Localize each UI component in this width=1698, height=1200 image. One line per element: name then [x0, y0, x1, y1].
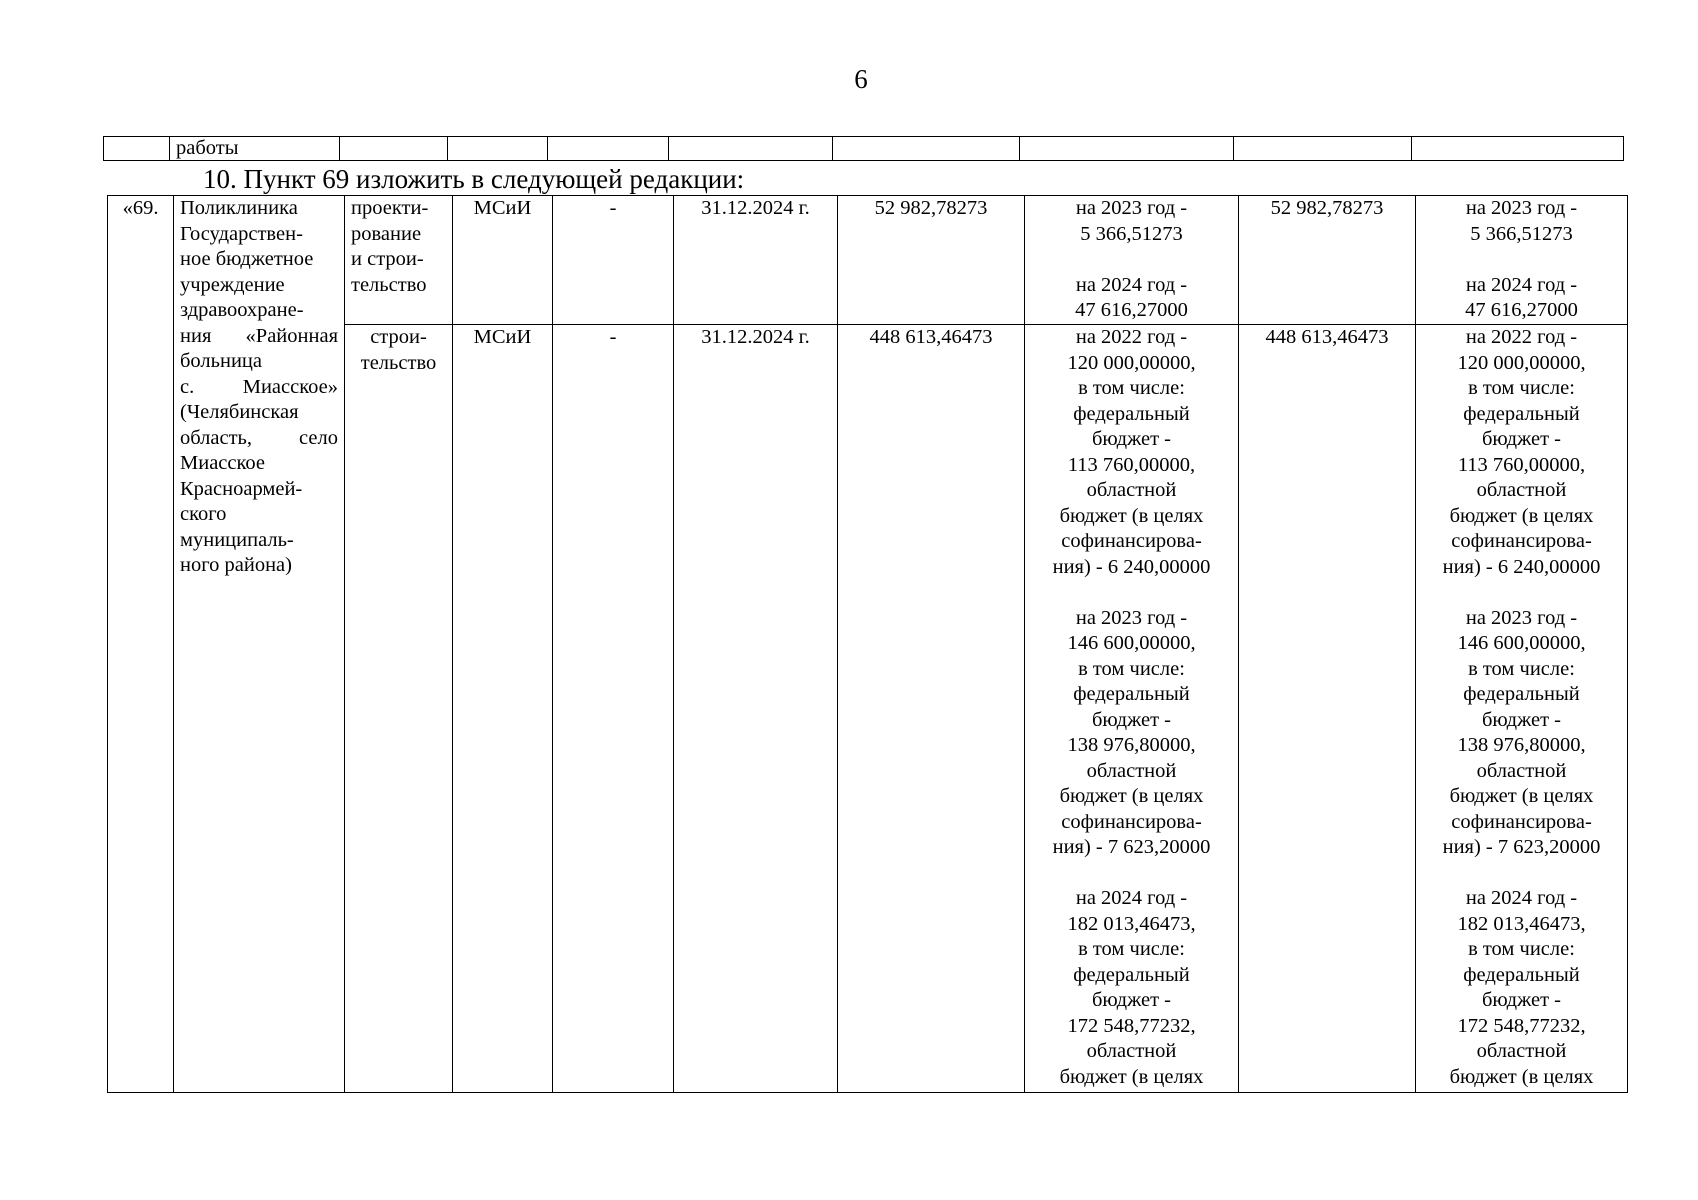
- object-name-line: здравоохране-: [180, 299, 304, 321]
- funding-schedule: на 2023 год - 5 366,51273 на 2024 год - 47 616,27000: [1025, 196, 1239, 325]
- object-name-line: ного района): [180, 554, 292, 576]
- item-number: «69.: [108, 196, 174, 1093]
- work-type: строи- тельство: [345, 325, 453, 1093]
- funding-schedule-2: на 2022 год - 120 000,00000, в том числе: федеральный бюджет - 113 760,00000, областной бюджет (в целях софинансирова- ния) - 6 240,00000 на 2023 год - 146 600,00000, в том числе: федеральный бюджет - 138 976,80000, областной бюджет (в целях софинансирова- ния) - 7 623,20000 на 2024 год - 182 013,46473, в том числе: федеральный бюджет - 172 548,77232, областной бюджет (в целях: [1416, 325, 1628, 1093]
- table-row: [108, 196, 1628, 325]
- object-name-line: больница: [180, 350, 262, 372]
- prev-cell-5: [548, 137, 669, 161]
- object-name-line: Поликлиника: [180, 197, 298, 219]
- page-number: 6: [854, 64, 868, 94]
- prev-cell-2: работы: [170, 137, 340, 161]
- estimated-cost: 52 982,78273: [838, 196, 1025, 325]
- object-name-line: Красноармей-: [180, 477, 303, 500]
- funding-schedule: на 2022 год - 120 000,00000, в том числе: федеральный бюджет - 113 760,00000, областной бюджет (в целях софинансирова- ния) - 6 240,00000 на 2023 год - 146 600,00000, в том числе: федеральный бюджет - 138 976,80000, областной бюджет (в целях софинансирова- ния) - 7 623,20000 на 2024 год - 182 013,46473, в том числе: федеральный бюджет - 172 548,77232, областной бюджет (в целях: [1025, 325, 1239, 1093]
- work-type: проекти- рование и строи- тельство: [345, 196, 453, 325]
- object-name-line: учреждение: [180, 273, 285, 296]
- object-name-line: муниципаль-: [180, 528, 294, 551]
- customer: МСиИ: [453, 325, 553, 1093]
- prev-cell-7: [833, 137, 1020, 161]
- deadline: 31.12.2024 г.: [674, 325, 838, 1093]
- funding-schedule-2: на 2023 год - 5 366,51273 на 2024 год - 47 616,27000: [1416, 196, 1628, 325]
- object-name-line: с. Миасское»: [180, 375, 338, 398]
- section-heading: 10. Пункт 69 изложить в следующей редакции:: [203, 164, 745, 194]
- prev-cell-3: [340, 137, 448, 161]
- prev-cell-6: [669, 137, 833, 161]
- prev-cell-8: [1020, 137, 1234, 161]
- column-5-value: -: [553, 196, 674, 325]
- estimated-cost-2: 448 613,46473: [1239, 325, 1416, 1093]
- customer: МСиИ: [453, 196, 553, 325]
- prev-cell-4: [448, 137, 548, 161]
- object-name-line: (Челябинская: [180, 401, 299, 423]
- object-name-line: ского: [180, 503, 227, 525]
- object-name-line: ное бюджетное: [180, 248, 314, 270]
- object-name-line: Государствен-: [180, 222, 303, 245]
- object-name-cell: [174, 196, 345, 1093]
- prev-cell-9: [1234, 137, 1412, 161]
- prev-cell-10: [1412, 137, 1624, 161]
- deadline: 31.12.2024 г.: [674, 196, 838, 325]
- previous-table-row: [103, 136, 1624, 161]
- object-name-line: Миасское: [180, 452, 266, 474]
- object-name-line: область, село: [180, 426, 338, 449]
- estimated-cost: 448 613,46473: [838, 325, 1025, 1093]
- estimated-cost-2: 52 982,78273: [1239, 196, 1416, 325]
- prev-cell-1: [104, 137, 170, 161]
- item-69-table: [107, 195, 1628, 1093]
- object-name-line: ния «Районная: [180, 324, 338, 347]
- object-name: [180, 196, 338, 579]
- column-5-value: -: [553, 325, 674, 1093]
